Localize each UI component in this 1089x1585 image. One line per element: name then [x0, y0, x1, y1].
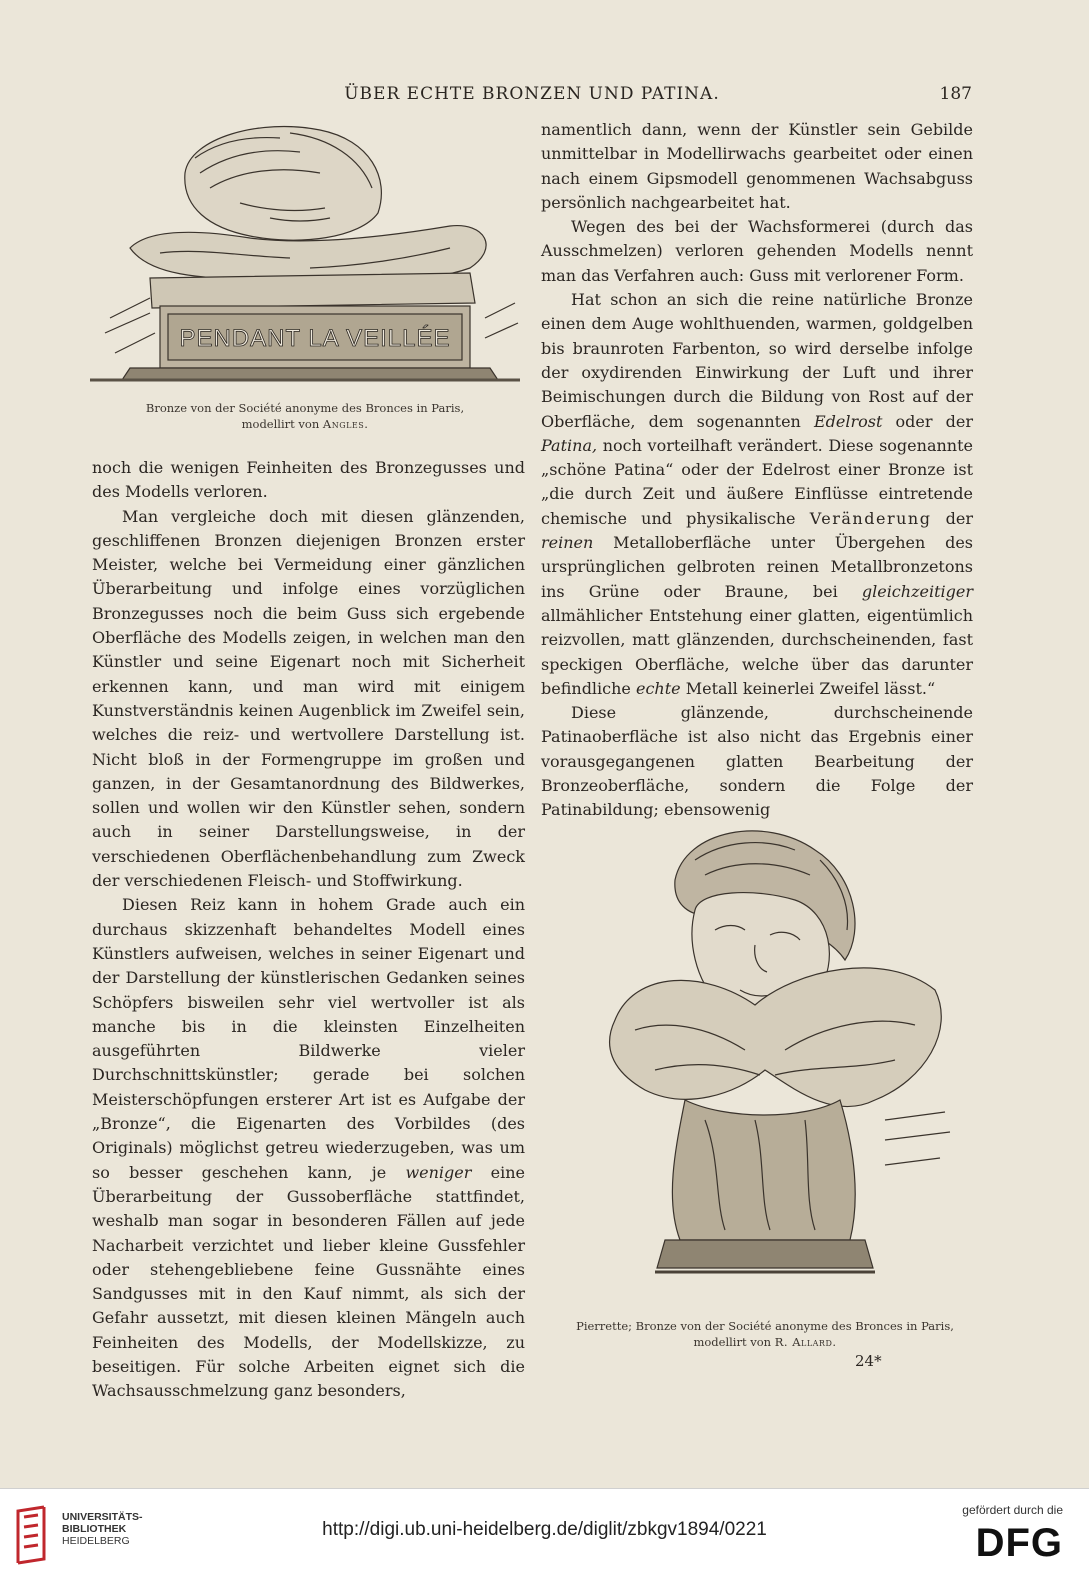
text-span: Diesen Reiz kann in hohem Grade auch ein durchaus skizzenhaft behandeltes Modell eines Künstlers aufweisen, welches in seiner Eigenart und der Darstellung der künstlerischen Gedanken seines Schöpfers bisweilen sehr viel wertvoller ist als manche bis in die kleinsten Einzelheiten ausgeführten Bildwerke vieler Durchschnittskünstler; gerade bei solchen Meisterschöpfungen ersterer Art ist es Aufgabe der „Bronze“, die Eigenarten des Vorbildes (des Originals) möglichst getreu wiederzugeben, was um so besser geschehen kann, je [92, 895, 525, 1182]
text-span: Metall keinerlei Zweifel lässt.“ [685, 678, 936, 698]
pierrette-illustration [555, 820, 975, 1310]
figure-top-caption-line2 [90, 416, 520, 432]
figure-pierrette [555, 820, 975, 1350]
text-span: eine Überarbeitung der Gussoberfläche stattfindet, weshalb man sogar in besonderen Fällen auf jede Nacharbeit verzichtet und lieber kleine Gussfehler oder stehengebliebene feine Gussnähte eines Sandgusses mit in den Kauf nimmt, als sich der Gefahr aussetzt, mit diesen kleinen Mängeln auch Feinheiten des Modells, der Modellskizze, zu beseitigen. Für solche Arbeiten eignet sich die Wachsausschmelzung ganz besonders, [92, 1162, 525, 1401]
running-header [92, 84, 972, 110]
paragraph-right-3 [541, 288, 973, 701]
right-column-top [541, 118, 973, 823]
figure-bottom-caption-line1: Pierrette; Bronze von der Société anonyme des Bronces in Paris, [576, 1319, 954, 1333]
text-span: Metalloberfläche unter Übergehen des ursprünglichen gelbroten reinen Metallbronzetons ins Grüne oder Braune, bei [541, 533, 973, 601]
library-name-line: UNIVERSITÄTS- [62, 1511, 143, 1523]
paragraph-left-1: noch die wenigen Feinheiten des Bronzegusses und des Modells verloren. [92, 458, 525, 502]
text-span: allmählicher Entstehung einer glatten, eigentümlich reizvollen, matt glänzenden, durchscheinenden, fast speckigen Oberfläche, welche über das darunter befindliche [541, 605, 973, 698]
sleeping-child-illustration [90, 118, 520, 390]
caption-prefix: modellirt von [693, 1335, 772, 1349]
dfg-logo: DFG [975, 1521, 1063, 1565]
footer-bar [0, 1488, 1089, 1585]
artist-name-angles: Angles. [322, 417, 369, 431]
running-title: ÜBER ECHTE BRONZEN UND PATINA. [344, 84, 720, 104]
italic-term: gleichzeitiger [861, 581, 973, 601]
figure-bottom-caption [555, 1318, 975, 1350]
italic-term: weniger [405, 1162, 472, 1182]
library-name-line: HEIDELBERG [62, 1535, 130, 1547]
text-span: oder der [895, 411, 973, 431]
paragraph-right-2: Wegen des bei der Wachsformerei (durch das Ausschmelzen) verloren gehenden Modells nennt man das Verfahren auch: Guss mit verlorener Form. [541, 217, 973, 285]
spaced-term: Veränderung [809, 508, 932, 528]
paragraph-left-2: Man vergleiche doch mit diesen glänzenden, geschliffenen Bronzen diejenigen Bronzen erster Meister, welche bei Vermeidung einer gänzlichen Überarbeitung und infolge eines vorzüglichen Bronzegusses noch die beim Guss sich ergebende Oberfläche des Modells zeigen, in welchen man den Künstler und seine Eigenart noch mit Sicherheit erkennen kann, und man wird mit einigem Kunstverständnis keinen Augenblick im Zweifel sein, welches die reiz- und wertvollere Darstellung ist. Nicht bloß in der Formengruppe im großen und ganzen, in der Gesamtanordnung des Bildwerkes, sollen und wollen wir den Künstler sehen, sondern auch in seiner Darstellungsweise, in der verschiedenen Oberflächenbehandlung zum Zweck der verschiedenen Fleisch- und Stoffwirkung. [92, 506, 525, 891]
library-name-line: BIBLIOTHEK [62, 1523, 127, 1535]
text-span: noch vorteilhaft verändert. Diese sogenannte „schöne Patina“ oder der Edelrost einer Bronze ist „die durch Zeit und äußere Einflüsse eintretende chemische und physikalische [541, 435, 973, 528]
signature-mark: 24* [855, 1352, 882, 1370]
italic-term: Patina, [541, 435, 598, 455]
page-number: 187 [939, 84, 972, 104]
paragraph-right-4: Diese glänzende, durchscheinende Patinaoberfläche ist also nicht das Ergebnis einer vorausgegangenen glatten Bearbeitung der Bronzeoberfläche, sondern die Folge der Patinabildung; ebensowenig [541, 703, 973, 820]
plinth-inscription: PENDANT LA VEILLÉE [179, 325, 451, 352]
text-span: der [945, 508, 973, 528]
figure-top-caption-line1: Bronze von der Société anonyme des Bronces in Paris, [145, 401, 465, 415]
funding-label: gefördert durch die [962, 1503, 1063, 1517]
artist-name-allard: R. Allard. [774, 1335, 837, 1349]
figure-sleeping-child [90, 118, 520, 432]
caption-prefix: modellirt von [241, 417, 320, 431]
figure-top-caption [90, 400, 520, 432]
italic-term: echte [636, 678, 681, 698]
paragraph-left-3 [92, 893, 525, 1403]
permalink-url[interactable]: http://digi.ub.uni-heidelberg.de/diglit/zbkgv1894/0221 [322, 1519, 767, 1540]
text-span: Hat schon an sich die reine natürliche Bronze einen dem Auge wohlthuenden, warmen, goldgelben bis braunroten Farbenton, so wird derselbe infolge der oxydirenden Einwirkung der Luft und ihrer Beimischungen durch die Bildung von Rost auf der Oberfläche, dem sogenannten [541, 290, 973, 431]
paragraph-right-1: namentlich dann, wenn der Künstler sein Gebilde unmittelbar in Modellirwachs gearbeitet oder einen nach einem Gipsmodell genommenen Wachsabguss persönlich nachgearbeitet hat. [541, 120, 973, 212]
left-column-main [92, 456, 525, 1404]
figure-bottom-caption-line2 [555, 1334, 975, 1350]
italic-term: reinen [541, 533, 594, 553]
italic-term: Edelrost [813, 411, 883, 431]
